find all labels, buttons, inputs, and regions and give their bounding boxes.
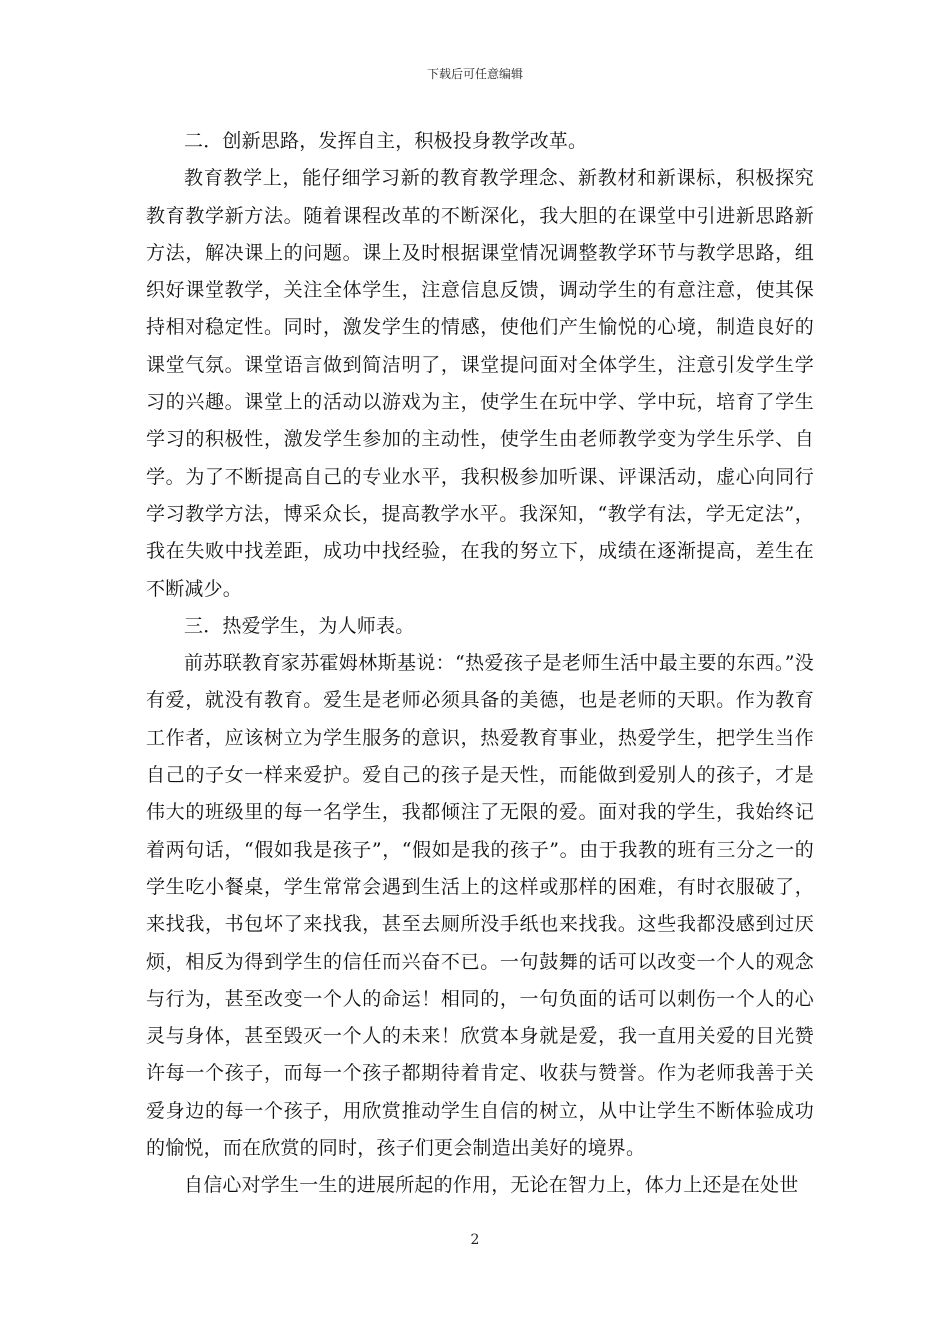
page-number: 2 bbox=[470, 1232, 480, 1248]
section-heading-innovation: 二．创新思路，发挥自主，积极投身教学改革。 bbox=[184, 130, 588, 152]
paragraph-love-students: 前苏联教育家苏霍姆林斯基说：“热爱孩子是老师生活中最主要的东西。”没有爱，就没有教育。爱生是老师必须具备的美德，也是老师的天职。作为教育工作者，应该树立为学生服务的意识，热爱教育事业，热爱学生，把学生当作自己的子女一样来爱护。爱自己的孩子是天性，而能做到爱别人的孩子，才是伟大的班级里的每一名学生，我都倾注了无限的爱。面对我的学生，我始终记着两句话，“假如我是孩子”，“假如是我的孩子”。由于我教的班有三分之一的学生吃小餐桌，学生常常会遇到生活上的这样或那样的困难，有时衣服破了，来找我，书包坏了来找我，甚至去厕所没手纸也来找我。这些我都没感到过厌烦，相反为得到学生的信任而兴奋不已。一句鼓舞的话可以改变一个人的观念与行为，甚至改变一个人的命运！相同的，一句负面的话可以刺伤一个人的心灵与身体，甚至毁灭一个人的未来！欣赏本身就是爱，我一直用关爱的目光赞许每一个孩子，而每一个孩子都期待着肯定、收获与赞誉。作为老师我善于关爱身边的每一个孩子，用欣赏推动学生自信的树立，从中让学生不断体验成功的愉悦，而在欣赏的同时，孩子们更会制造出美好的境界。 bbox=[146, 652, 814, 1160]
section-heading-love-students: 三．热爱学生，为人师表。 bbox=[184, 614, 415, 637]
document-body bbox=[146, 123, 814, 1205]
paragraph-teaching-reform: 教育教学上，能仔细学习新的教育教学理念、新教材和新课标，积极探究教育教学新方法。随着课程改革的不断深化，我大胆的在课堂中引进新思路新方法，解决课上的问题。课上及时根据课堂情况调整教学环节与教学思路，组织好课堂教学，关注全体学生，注意信息反馈，调动学生的有意注意，使其保持相对稳定性。同时，激发学生的情感，使他们产生愉悦的心境，制造良好的课堂气氛。课堂语言做到简洁明了，课堂提问面对全体学生，注意引发学生学习的兴趣。课堂上的活动以游戏为主，使学生在玩中学、学中玩，培育了学生学习的积极性，激发学生参加的主动性，使学生由老师教学变为学生乐学、自学。为了不断提高自己的专业水平，我积极参加听课、评课活动，虚心向同行学习教学方法，博采众长，提高教学水平。我深知，“教学有法，学无定法”，我在失败中找差距，成功中找经验，在我的努立下，成绩在逐渐提高，差生在不断减少。 bbox=[146, 167, 814, 600]
paragraph-confidence: 自信心对学生一生的进展所起的作用，无论在智力上，体力上还是在处世 bbox=[184, 1174, 799, 1197]
page-header: 下载后可任意编辑 bbox=[426, 67, 523, 81]
